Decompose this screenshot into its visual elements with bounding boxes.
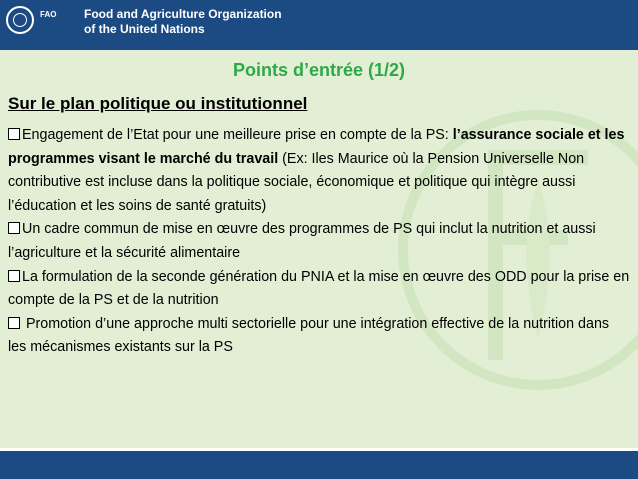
- checkbox-bullet-icon: [8, 270, 20, 282]
- list-item: [8, 124, 630, 218]
- item1-intro: Engagement de l’Etat pour une meilleure prise en compte de la PS:: [22, 127, 453, 143]
- org-name-line2: of the United Nations: [84, 22, 205, 36]
- item1-bold: l’assurance sociale et les programmes visant le marché du travail: [8, 127, 625, 167]
- footer-bar: [0, 451, 638, 479]
- item3-text: La formulation de la seconde génération du PNIA et la mise en œuvre des ODD pour la prise en compte de la PS et de la nutrition: [8, 268, 630, 309]
- checkbox-bullet-icon: [8, 128, 20, 140]
- list-item: [8, 266, 630, 313]
- item4-text: Promotion d’une approche multi sectorielle pour une intégration effective de la nutrition dans les mécanismes existants sur la PS: [8, 315, 610, 356]
- list-item: [8, 218, 630, 265]
- slide-title: Points d’entrée (1/2): [232, 60, 406, 80]
- list-item: [8, 313, 630, 360]
- item2-text: Un cadre commun de mise en œuvre des programmes de PS qui inclut la nutrition et aussi l’agriculture et la sécurité alimentaire: [8, 221, 596, 261]
- org-name-line1: Food and Agriculture Organization: [84, 7, 282, 21]
- section-heading: Sur le plan politique ou institutionnel: [8, 94, 308, 113]
- checkbox-bullet-icon: [8, 317, 20, 329]
- organization-name: [84, 7, 282, 37]
- logo-letters: FAO: [40, 10, 57, 19]
- fao-logo-icon: [6, 6, 34, 34]
- checkbox-bullet-icon: [8, 222, 20, 234]
- item1-rest: (Ex: Iles Maurice où la Pension Universelle Non contributive est incluse dans la politique sociale, économique et politique qui intègre aussi l’éducation et les soins de santé gratuits): [8, 150, 585, 214]
- slide-body: [8, 124, 630, 360]
- header-bar: [0, 0, 638, 50]
